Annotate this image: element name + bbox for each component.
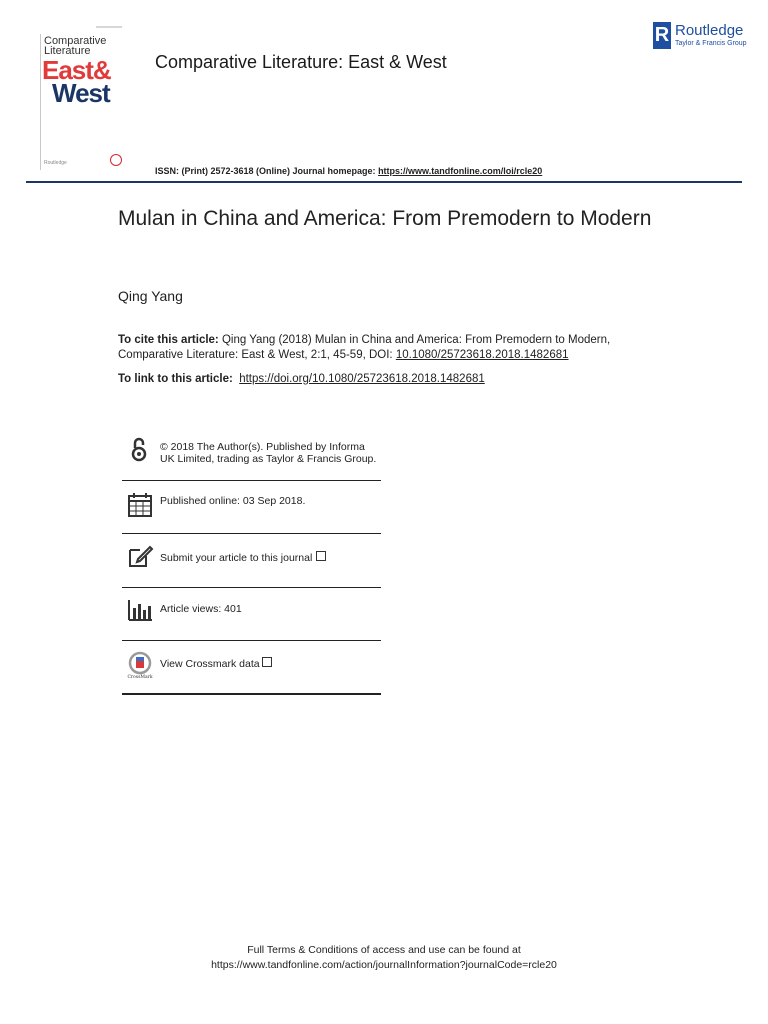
license-text: © 2018 The Author(s). Published by Informa UK Limited, trading as Taylor & Francis Group. [160, 441, 377, 465]
issn-text: ISSN: (Print) 2572-3618 (Online) Journal homepage: [155, 166, 379, 176]
footer-line-1: Full Terms & Conditions of access and use can be found at [247, 944, 521, 956]
journal-cover [38, 20, 126, 170]
edit-icon [126, 542, 154, 570]
submit-article-link[interactable] [160, 551, 326, 564]
cover-title-east: East& [42, 55, 111, 85]
article-link-line [118, 373, 485, 385]
published-row [122, 481, 381, 534]
crossmark-caption: CrossMark [127, 675, 153, 679]
cite-label: To cite this article: [118, 334, 219, 346]
crossmark-row[interactable] [122, 641, 381, 695]
crossmark-link[interactable] [160, 657, 272, 670]
routledge-logo[interactable] [653, 22, 753, 52]
footer [0, 943, 768, 973]
cover-publisher-mark: Routledge [44, 160, 67, 166]
doi-link[interactable]: 10.1080/25723618.2018.1482681 [395, 349, 569, 361]
submit-row[interactable] [122, 534, 381, 588]
routledge-r-icon: R [653, 22, 671, 49]
bar-chart-icon [126, 596, 154, 624]
calendar-icon [126, 491, 154, 519]
cover-title-west: West [52, 78, 110, 108]
views-text: Article views: 401 [160, 603, 242, 615]
citation [118, 333, 678, 363]
article-title: Mulan in China and America: From Premodern to Modern [118, 207, 652, 230]
crossmark-label: View Crossmark data [160, 658, 260, 670]
published-date-text: Published online: 03 Sep 2018. [160, 495, 306, 507]
article-author[interactable]: Qing Yang [118, 288, 183, 304]
cover-seal-icon [110, 154, 122, 166]
journal-homepage-link[interactable]: https://www.tandfonline.com/loi/rcle20 [378, 166, 543, 176]
license-row [122, 432, 381, 481]
cover-spine [40, 34, 41, 170]
external-link-icon [262, 657, 272, 667]
submit-label: Submit your article to this journal [160, 552, 313, 564]
external-link-icon [316, 551, 326, 561]
cover-line-2: Literature [44, 45, 91, 57]
publisher-name: Routledge [675, 22, 744, 39]
open-access-icon [126, 436, 154, 464]
link-label: To link to this article: [118, 373, 233, 385]
issn-line [155, 166, 542, 176]
article-url-link[interactable]: https://doi.org/10.1080/25723618.2018.1482681 [239, 373, 485, 385]
views-row [122, 588, 381, 641]
crossmark-icon [126, 651, 154, 679]
journal-title[interactable]: Comparative Literature: East & West [155, 52, 447, 72]
cover-decoration [96, 26, 122, 28]
cite-text: Qing Yang (2018) Mulan in China and America: From Premodern to Modern, Comparative Literature: East & West, 2:1, 45-59, DOI: [118, 334, 611, 361]
article-info-list [122, 432, 381, 695]
publisher-subtitle: Taylor & Francis Group [675, 40, 747, 47]
footer-terms-link[interactable]: https://www.tandfonline.com/action/journalInformation?journalCode=rcle20 [211, 959, 557, 971]
header-divider [26, 181, 742, 183]
cover-line-1: Comparative [44, 35, 107, 47]
